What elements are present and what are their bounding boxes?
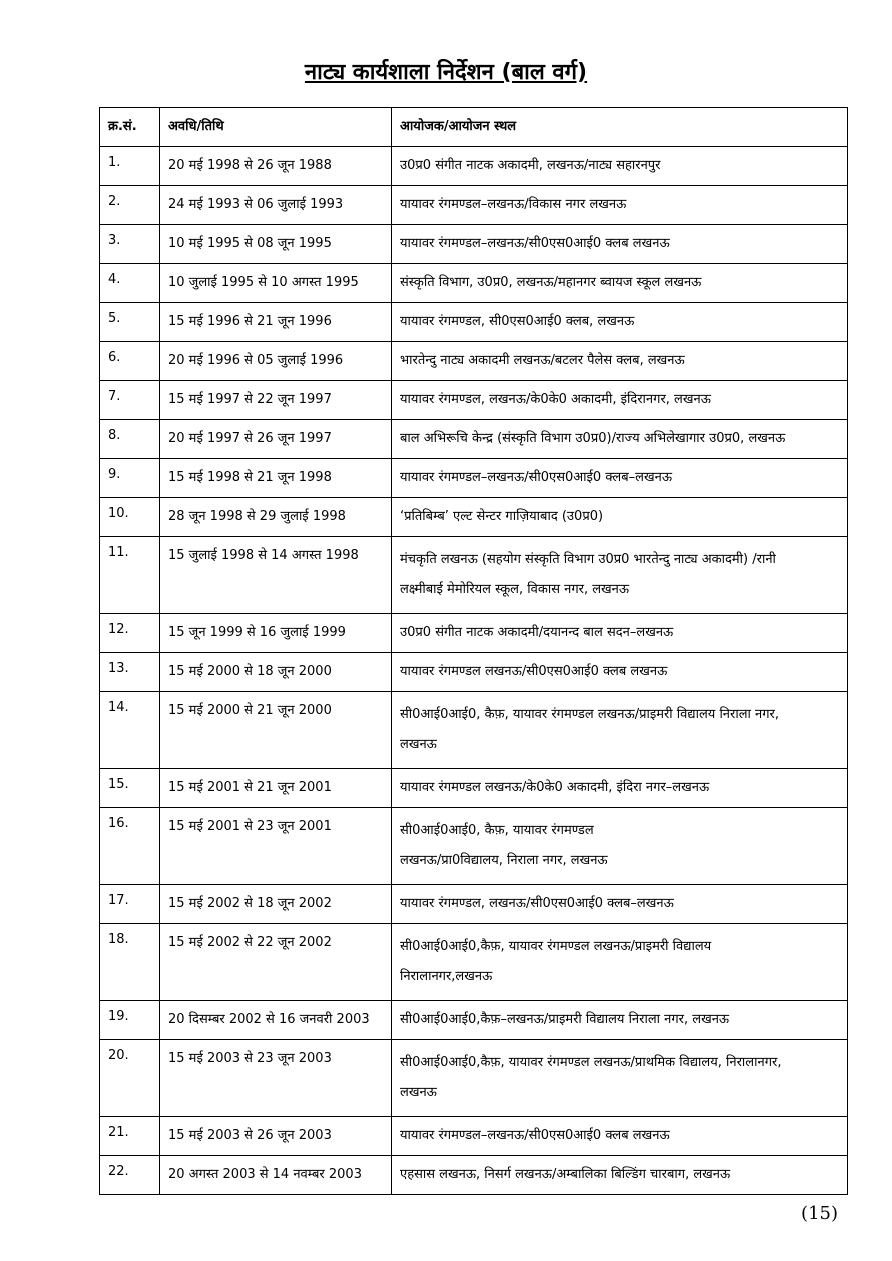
venue-cell (392, 303, 848, 342)
period-cell: 15 मई 2000 से 21 जून 2000 (160, 692, 392, 769)
venue-cell (392, 653, 848, 692)
venue-cell (392, 498, 848, 537)
table-row (100, 420, 848, 459)
serial-cell: 7. (100, 381, 160, 420)
period-cell: 15 मई 1998 से 21 जून 1998 (160, 459, 392, 498)
table-row (100, 653, 848, 692)
venue-line: यायावर रंगमण्डल, सी0एस0आई0 क्लब, लखनऊ (400, 314, 635, 329)
serial-cell: 12. (100, 614, 160, 653)
venue-cell (392, 1001, 848, 1040)
serial-cell: 1. (100, 147, 160, 186)
venue-line: यायावर रंगमण्डल लखनऊ/के0के0 अकादमी, इंदिरा नगर–लखनऊ (400, 780, 710, 795)
serial-cell: 3. (100, 225, 160, 264)
serial-cell: 4. (100, 264, 160, 303)
venue-cell (392, 692, 848, 769)
serial-cell: 8. (100, 420, 160, 459)
period-cell: 15 मई 2003 से 23 जून 2003 (160, 1040, 392, 1117)
venue-line: भारतेन्दु नाट्य अकादमी लखनऊ/बटलर पैलेस क्लब, लखनऊ (400, 353, 685, 368)
table-row (100, 924, 848, 1001)
table-row (100, 614, 848, 653)
period-cell: 15 मई 2002 से 18 जून 2002 (160, 885, 392, 924)
serial-cell: 21. (100, 1117, 160, 1156)
period-cell: 15 मई 2000 से 18 जून 2000 (160, 653, 392, 692)
page-title: नाट्य कार्यशाला निर्देशन (बाल वर्ग) (304, 60, 588, 85)
table-row (100, 537, 848, 614)
serial-cell: 14. (100, 692, 160, 769)
period-cell: 15 मई 2002 से 22 जून 2002 (160, 924, 392, 1001)
page-number: (15) (801, 1203, 838, 1224)
period-cell: 15 मई 2001 से 21 जून 2001 (160, 769, 392, 808)
period-cell: 15 मई 1997 से 22 जून 1997 (160, 381, 392, 420)
venue-cell (392, 1040, 848, 1117)
venue-line: उ0प्र0 संगीत नाटक अकादमी/दयानन्द बाल सदन–लखनऊ (400, 625, 674, 640)
serial-cell: 22. (100, 1156, 160, 1195)
venue-cell (392, 769, 848, 808)
period-cell: 20 अगस्त 2003 से 14 नवम्बर 2003 (160, 1156, 392, 1195)
venue-line: सी0आई0आई0, कैफ़, यायावर रंगमण्डल (400, 823, 594, 838)
period-cell: 28 जून 1998 से 29 जुलाई 1998 (160, 498, 392, 537)
serial-cell: 19. (100, 1001, 160, 1040)
venue-cell (392, 264, 848, 303)
venue-cell (392, 381, 848, 420)
period-cell: 20 मई 1996 से 05 जुलाई 1996 (160, 342, 392, 381)
serial-cell: 9. (100, 459, 160, 498)
serial-cell: 15. (100, 769, 160, 808)
venue-cell (392, 1117, 848, 1156)
venue-line: यायावर रंगमण्डल, लखनऊ/के0के0 अकादमी, इंदिरानगर, लखनऊ (400, 392, 711, 407)
venue-line: लक्ष्मीबाई मेमोरियल स्कूल, विकास नगर, लखनऊ (400, 582, 630, 597)
table-row (100, 498, 848, 537)
venue-line: यायावर रंगमण्डल–लखनऊ/सी0एस0आई0 क्लब लखनऊ (400, 236, 670, 251)
table-row (100, 147, 848, 186)
table-row (100, 303, 848, 342)
venue-line: ‘प्रतिबिम्ब’ एल्ट सेन्टर गाज़ियाबाद (उ0प्र0) (400, 509, 604, 524)
venue-line: यायावर रंगमण्डल–लखनऊ/सी0एस0आई0 क्लब लखनऊ (400, 1128, 670, 1143)
table-header-row (100, 108, 848, 147)
venue-line: यायावर रंगमण्डल लखनऊ/सी0एस0आई0 क्लब लखनऊ (400, 664, 668, 679)
serial-cell: 20. (100, 1040, 160, 1117)
table-row (100, 1117, 848, 1156)
venue-line: सी0आई0आई0,कैफ़, यायावर रंगमण्डल लखनऊ/प्राथमिक विद्यालय, निरालानगर, (400, 1055, 782, 1070)
venue-cell (392, 537, 848, 614)
venue-line: लखनऊ (400, 1085, 437, 1100)
table-row (100, 264, 848, 303)
venue-line: एहसास लखनऊ, निसर्ग लखनऊ/अम्बालिका बिल्डिंग चारबाग, लखनऊ (400, 1167, 731, 1182)
workshop-table (99, 107, 848, 1195)
serial-cell: 2. (100, 186, 160, 225)
venue-cell (392, 147, 848, 186)
serial-cell: 16. (100, 808, 160, 885)
table-row (100, 1040, 848, 1117)
venue-line: यायावर रंगमण्डल, लखनऊ/सी0एस0आई0 क्लब–लखनऊ (400, 896, 674, 911)
table-row (100, 1001, 848, 1040)
period-cell: 15 जून 1999 से 16 जुलाई 1999 (160, 614, 392, 653)
header-organizer-venue: आयोजक/आयोजन स्थल (392, 108, 848, 147)
table-row (100, 769, 848, 808)
period-cell: 15 जुलाई 1998 से 14 अगस्त 1998 (160, 537, 392, 614)
table-row (100, 459, 848, 498)
header-period: अवधि/तिथि (160, 108, 392, 147)
venue-cell (392, 225, 848, 264)
venue-cell (392, 885, 848, 924)
venue-cell (392, 924, 848, 1001)
serial-cell: 18. (100, 924, 160, 1001)
serial-cell: 17. (100, 885, 160, 924)
table-row (100, 1156, 848, 1195)
table-body (100, 147, 848, 1195)
period-cell: 10 मई 1995 से 08 जून 1995 (160, 225, 392, 264)
venue-cell (392, 459, 848, 498)
venue-line: उ0प्र0 संगीत नाटक अकादमी, लखनऊ/नाट्य सहारनपुर (400, 158, 661, 173)
venue-line: लखनऊ/प्रा0विद्यालय, निराला नगर, लखनऊ (400, 853, 608, 868)
period-cell: 20 दिसम्बर 2002 से 16 जनवरी 2003 (160, 1001, 392, 1040)
venue-cell (392, 420, 848, 459)
venue-cell (392, 808, 848, 885)
table-row (100, 808, 848, 885)
period-cell: 20 मई 1998 से 26 जून 1988 (160, 147, 392, 186)
period-cell: 10 जुलाई 1995 से 10 अगस्त 1995 (160, 264, 392, 303)
serial-cell: 5. (100, 303, 160, 342)
serial-cell: 13. (100, 653, 160, 692)
table-row (100, 186, 848, 225)
venue-cell (392, 186, 848, 225)
period-cell: 20 मई 1997 से 26 जून 1997 (160, 420, 392, 459)
venue-line: सी0आई0आई0,कैफ़–लखनऊ/प्राइमरी विद्यालय निराला नगर, लखनऊ (400, 1012, 730, 1027)
venue-line: सी0आई0आई0, कैफ़, यायावर रंगमण्डल लखनऊ/प्राइमरी विद्यालय निराला नगर, (400, 707, 780, 722)
venue-line: यायावर रंगमण्डल–लखनऊ/सी0एस0आई0 क्लब–लखनऊ (400, 470, 673, 485)
table-row (100, 225, 848, 264)
table-row (100, 342, 848, 381)
venue-cell (392, 342, 848, 381)
serial-cell: 10. (100, 498, 160, 537)
period-cell: 15 मई 2003 से 26 जून 2003 (160, 1117, 392, 1156)
venue-line: यायावर रंगमण्डल–लखनऊ/विकास नगर लखनऊ (400, 197, 627, 212)
serial-cell: 11. (100, 537, 160, 614)
venue-line: सी0आई0आई0,कैफ़, यायावर रंगमण्डल लखनऊ/प्राइमरी विद्यालय (400, 939, 712, 954)
venue-line: बाल अभिरूचि केन्द्र (संस्कृति विभाग उ0प्र0)/राज्य अभिलेखागार उ0प्र0, लखनऊ (400, 431, 786, 446)
period-cell: 15 मई 2001 से 23 जून 2001 (160, 808, 392, 885)
venue-cell (392, 1156, 848, 1195)
table-row (100, 692, 848, 769)
venue-line: लखनऊ (400, 737, 437, 752)
table-row (100, 885, 848, 924)
header-serial: क्र.सं. (100, 108, 160, 147)
venue-cell (392, 614, 848, 653)
venue-line: मंचकृति लखनऊ (सहयोग संस्कृति विभाग उ0प्र0 भारतेन्दु नाट्य अकादमी) /रानी (400, 552, 776, 567)
venue-line: संस्कृति विभाग, उ0प्र0, लखनऊ/महानगर ब्वायज स्कूल लखनऊ (400, 275, 702, 290)
table-row (100, 381, 848, 420)
serial-cell: 6. (100, 342, 160, 381)
venue-line: निरालानगर,लखनऊ (400, 969, 493, 984)
period-cell: 24 मई 1993 से 06 जुलाई 1993 (160, 186, 392, 225)
period-cell: 15 मई 1996 से 21 जून 1996 (160, 303, 392, 342)
